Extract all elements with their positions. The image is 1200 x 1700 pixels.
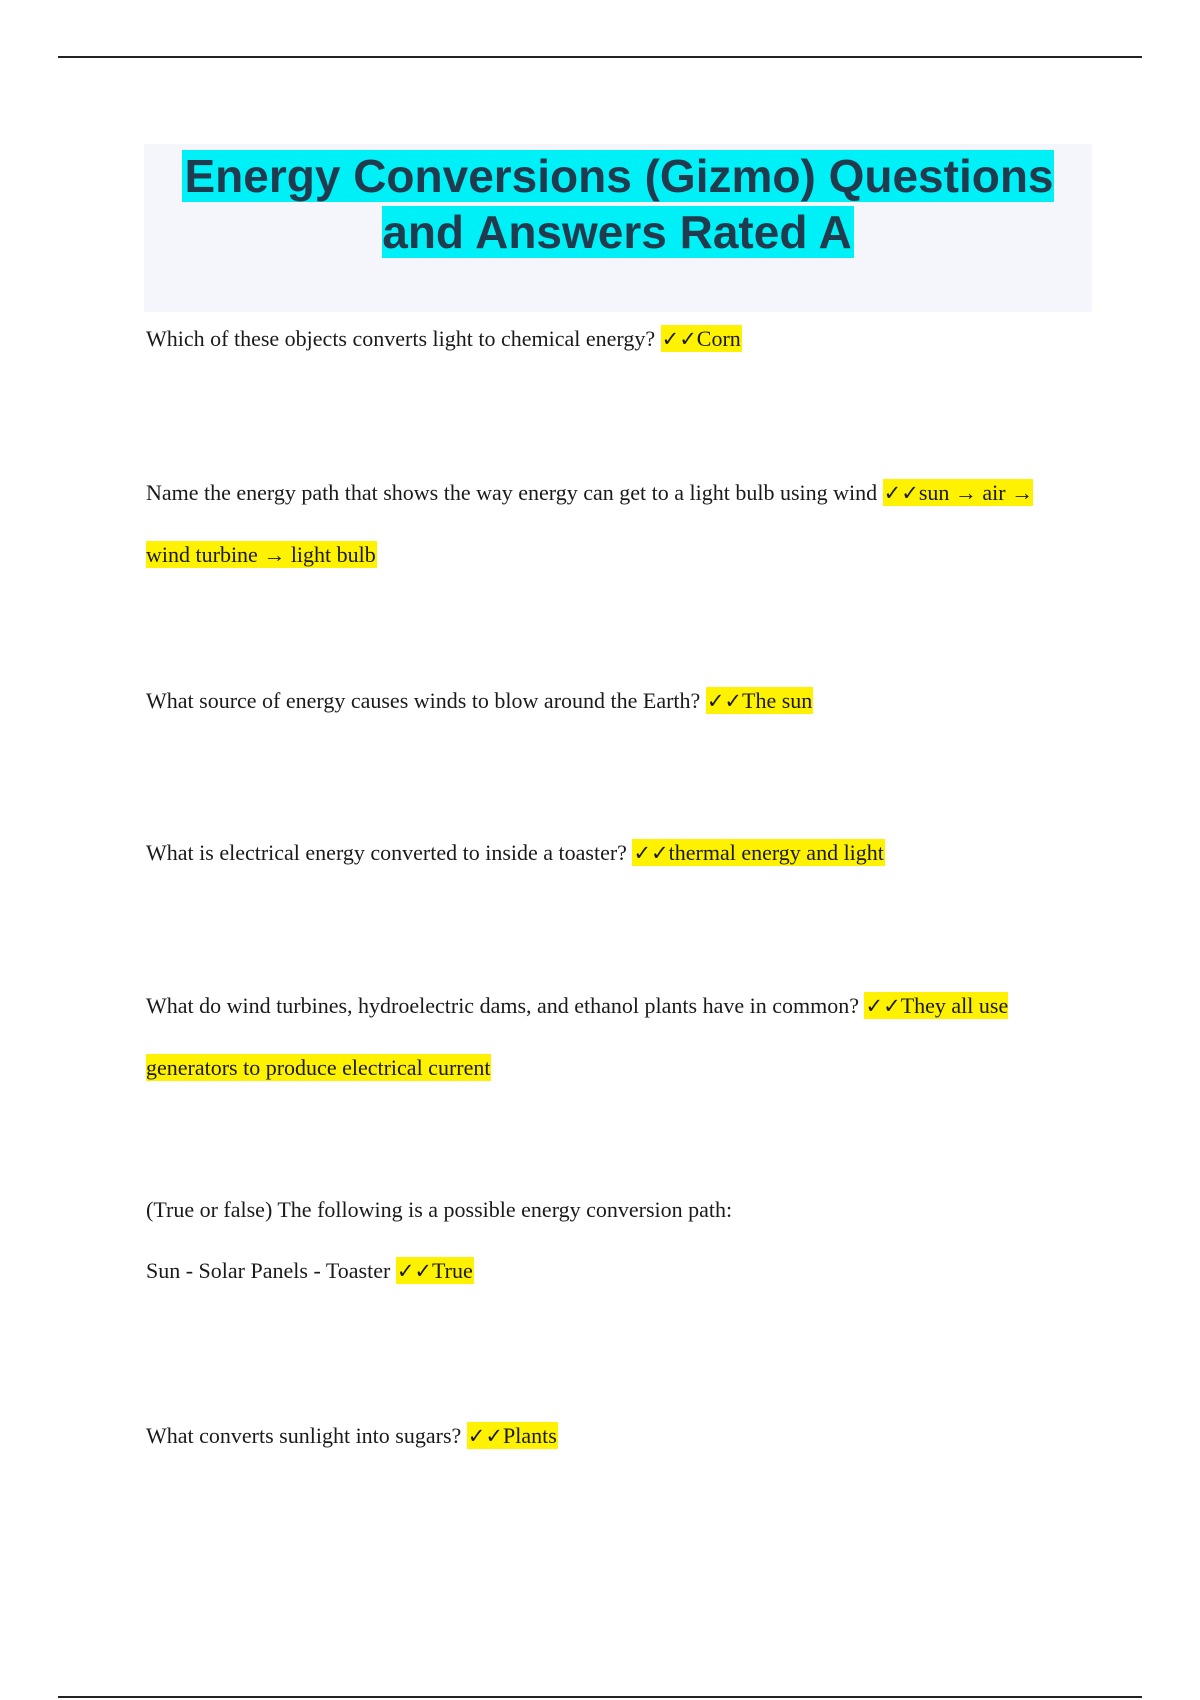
answer-text: The sun — [742, 688, 813, 713]
answer-highlight — [396, 1257, 474, 1284]
check-mark-icon: ✓✓ — [883, 481, 919, 505]
answer-highlight — [467, 1422, 558, 1449]
qa-item-3 — [146, 670, 813, 732]
top-rule — [58, 56, 1142, 58]
title-block — [144, 144, 1092, 312]
answer-text: sun → air → wind turbine → light bulb — [146, 480, 1034, 567]
question-text: What is electrical energy converted to inside a toaster? — [146, 840, 627, 865]
answer-text: Plants — [502, 1423, 557, 1448]
question-text: Which of these objects converts light to chemical energy? — [146, 326, 656, 351]
qa-item-4 — [146, 822, 885, 884]
qa-item-6 — [146, 1179, 732, 1302]
answer-highlight — [632, 839, 884, 866]
question-text: What source of energy causes winds to blow around the Earth? — [146, 688, 701, 713]
check-mark-icon: ✓✓ — [396, 1259, 433, 1283]
question-text: Name the energy path that shows the way energy can get to a light bulb using wind — [146, 480, 878, 505]
bottom-rule — [58, 1696, 1142, 1698]
answer-text: True — [432, 1258, 473, 1283]
check-mark-icon: ✓✓ — [706, 689, 743, 713]
question-text: What do wind turbines, hydroelectric dams, and ethanol plants have in common? — [146, 993, 859, 1018]
answer-text: Corn — [696, 326, 741, 351]
question-text: What converts sunlight into sugars? — [146, 1423, 462, 1448]
question-text: (True or false) The following is a possible energy conversion path: — [146, 1197, 733, 1222]
answer-text: thermal energy and light — [668, 840, 884, 865]
question-text-line2: Sun - Solar Panels - Toaster — [146, 1258, 391, 1283]
check-mark-icon: ✓✓ — [865, 994, 901, 1018]
answer-text: They all use generators to produce electrical current — [146, 993, 1009, 1080]
answer-highlight — [706, 687, 813, 714]
qa-item-2 — [146, 462, 1076, 585]
check-mark-icon: ✓✓ — [661, 327, 697, 351]
qa-item-7 — [146, 1405, 558, 1467]
qa-item-5 — [146, 975, 1076, 1098]
check-mark-icon: ✓✓ — [633, 841, 669, 865]
check-mark-icon: ✓✓ — [467, 1424, 503, 1448]
answer-highlight — [661, 325, 742, 352]
document-title: Energy Conversions (Gizmo) Questions and Answers Rated A — [184, 150, 1054, 258]
qa-item-1 — [146, 308, 742, 370]
